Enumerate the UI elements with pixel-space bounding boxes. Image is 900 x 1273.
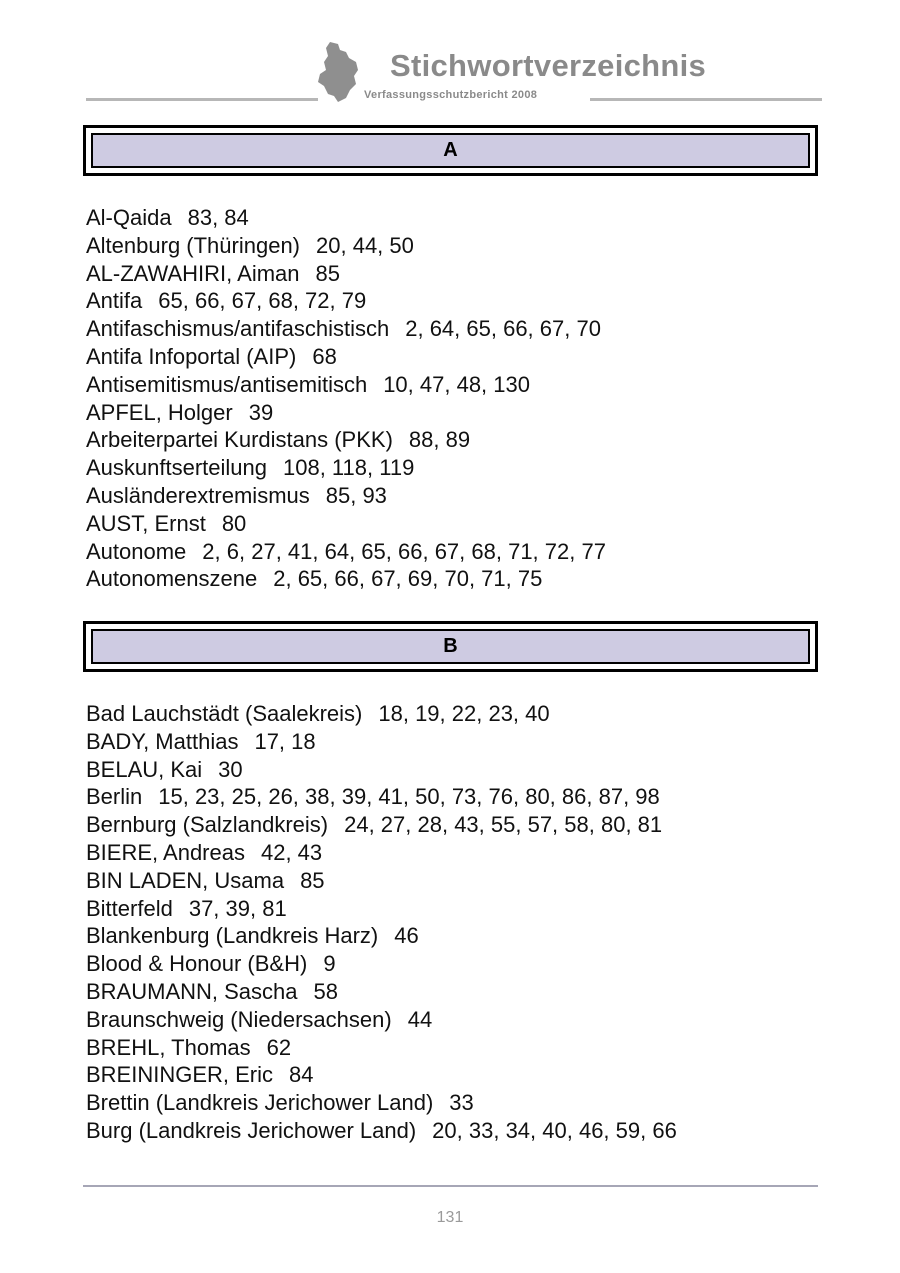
index-pages: 108, 118, 119 xyxy=(283,455,415,481)
index-pages: 39 xyxy=(248,399,274,425)
index-entry xyxy=(86,895,677,923)
index-pages: 80 xyxy=(221,510,247,536)
index-pages: 30 xyxy=(218,756,243,782)
index-entry xyxy=(86,1006,677,1034)
index-pages: 2, 65, 66, 67, 69, 70, 71, 75 xyxy=(273,566,543,592)
index-entry xyxy=(86,454,606,482)
index-entry xyxy=(86,783,677,811)
index-pages: 37, 39, 81 xyxy=(188,895,287,921)
section-header-a xyxy=(83,125,818,176)
index-entry xyxy=(86,728,677,756)
index-pages: 88, 89 xyxy=(408,427,471,453)
index-pages: 65, 66, 67, 68, 72, 79 xyxy=(158,288,367,314)
index-entry xyxy=(86,839,677,867)
page-number: 131 xyxy=(436,1209,464,1226)
index-pages: 2, 64, 65, 66, 67, 70 xyxy=(405,316,601,342)
index-term: Arbeiterpartei Kurdistans (PKK) xyxy=(86,427,393,453)
header-subtitle: Verfassungsschutzbericht 2008 xyxy=(364,89,538,101)
index-entry xyxy=(86,315,606,343)
index-entry xyxy=(86,343,606,371)
index-pages: 9 xyxy=(323,951,336,977)
index-entry xyxy=(86,1089,677,1117)
index-term: Brettin (Landkreis Jerichower Land) xyxy=(86,1090,434,1116)
index-pages: 68 xyxy=(312,343,337,369)
index-entry xyxy=(86,1061,677,1089)
index-pages: 85 xyxy=(300,867,325,893)
footer-rule xyxy=(83,1185,818,1187)
index-pages: 42, 43 xyxy=(260,839,323,865)
index-term: APFEL, Holger xyxy=(86,399,233,425)
index-entry xyxy=(86,232,606,260)
index-pages: 85, 93 xyxy=(325,482,387,508)
index-term: AUST, Ernst xyxy=(86,510,206,536)
index-term: Ausländerextremismus xyxy=(86,482,310,508)
section-letter: A xyxy=(91,133,810,168)
header-rule-left xyxy=(86,98,318,101)
section-header-b xyxy=(83,621,818,672)
index-term: BELAU, Kai xyxy=(86,756,203,782)
index-entry xyxy=(86,399,606,427)
index-term: Antisemitismus/antisemitisch xyxy=(86,371,368,397)
index-entry xyxy=(86,371,606,399)
index-entry xyxy=(86,482,606,510)
index-term: Bernburg (Salzlandkreis) xyxy=(86,812,329,838)
index-term: BADY, Matthias xyxy=(86,728,239,754)
index-term: Al-Qaida xyxy=(86,205,172,230)
index-entry xyxy=(86,1117,677,1145)
index-term: Autonome xyxy=(86,538,187,564)
index-pages: 33 xyxy=(449,1090,474,1116)
index-term: Blood & Honour (B&H) xyxy=(86,951,308,977)
saxony-anhalt-map-icon xyxy=(316,40,360,104)
index-entry xyxy=(86,700,677,728)
index-pages: 18, 19, 22, 23, 40 xyxy=(378,701,550,726)
index-pages: 24, 27, 28, 43, 55, 57, 58, 80, 81 xyxy=(344,812,663,838)
index-pages: 17, 18 xyxy=(254,728,316,754)
index-pages: 15, 23, 25, 26, 38, 39, 41, 50, 73, 76, 80, 86, 87, 98 xyxy=(158,784,660,810)
index-term: Bad Lauchstädt (Saalekreis) xyxy=(86,701,363,726)
index-term: Bitterfeld xyxy=(86,895,173,921)
index-term: Antifa Infoportal (AIP) xyxy=(86,343,297,369)
index-entry xyxy=(86,565,606,593)
index-pages: 20, 33, 34, 40, 46, 59, 66 xyxy=(432,1117,677,1143)
index-term: Burg (Landkreis Jerichower Land) xyxy=(86,1117,417,1143)
index-term: BREHL, Thomas xyxy=(86,1034,251,1060)
page-header xyxy=(0,0,900,110)
index-term: AL-ZAWAHIRI, Aiman xyxy=(86,260,300,286)
index-entry xyxy=(86,867,677,895)
index-entry xyxy=(86,538,606,566)
section-letter: B xyxy=(91,629,810,664)
index-term: BIN LADEN, Usama xyxy=(86,867,285,893)
index-entry xyxy=(86,510,606,538)
index-term: BREININGER, Eric xyxy=(86,1062,274,1088)
index-pages: 46 xyxy=(394,923,419,949)
index-term: BRAUMANN, Sascha xyxy=(86,978,298,1004)
index-entry xyxy=(86,204,606,232)
index-entry xyxy=(86,811,677,839)
index-pages: 20, 44, 50 xyxy=(316,232,414,258)
index-entry xyxy=(86,756,677,784)
index-pages: 62 xyxy=(266,1034,292,1060)
index-pages: 83, 84 xyxy=(187,205,249,230)
index-term: Antifaschismus/antifaschistisch xyxy=(86,316,390,342)
index-entry xyxy=(86,978,677,1006)
index-pages: 84 xyxy=(289,1062,314,1088)
index-entry xyxy=(86,1034,677,1062)
index-entry xyxy=(86,426,606,454)
index-term: Auskunftserteilung xyxy=(86,455,267,481)
index-entry xyxy=(86,287,606,315)
index-entry xyxy=(86,922,677,950)
index-term: Blankenburg (Landkreis Harz) xyxy=(86,923,379,949)
header-title: Stichwortverzeichnis xyxy=(390,48,707,83)
index-term: Altenburg (Thüringen) xyxy=(86,232,301,258)
index-pages: 85 xyxy=(315,260,341,286)
index-pages: 44 xyxy=(407,1006,433,1032)
index-entry xyxy=(86,260,606,288)
index-term: Braunschweig (Niedersachsen) xyxy=(86,1006,392,1032)
index-term: Antifa xyxy=(86,288,143,314)
index-pages: 58 xyxy=(313,978,338,1004)
index-term: Autonomenszene xyxy=(86,566,258,592)
index-term: BIERE, Andreas xyxy=(86,839,245,865)
index-list-a xyxy=(86,204,606,593)
index-pages: 10, 47, 48, 130 xyxy=(383,371,530,397)
index-list-b xyxy=(86,700,677,1145)
index-term: Berlin xyxy=(86,784,143,810)
header-rule-right xyxy=(590,98,822,101)
index-entry xyxy=(86,950,677,978)
index-pages: 2, 6, 27, 41, 64, 65, 66, 67, 68, 71, 72, 77 xyxy=(202,538,606,564)
